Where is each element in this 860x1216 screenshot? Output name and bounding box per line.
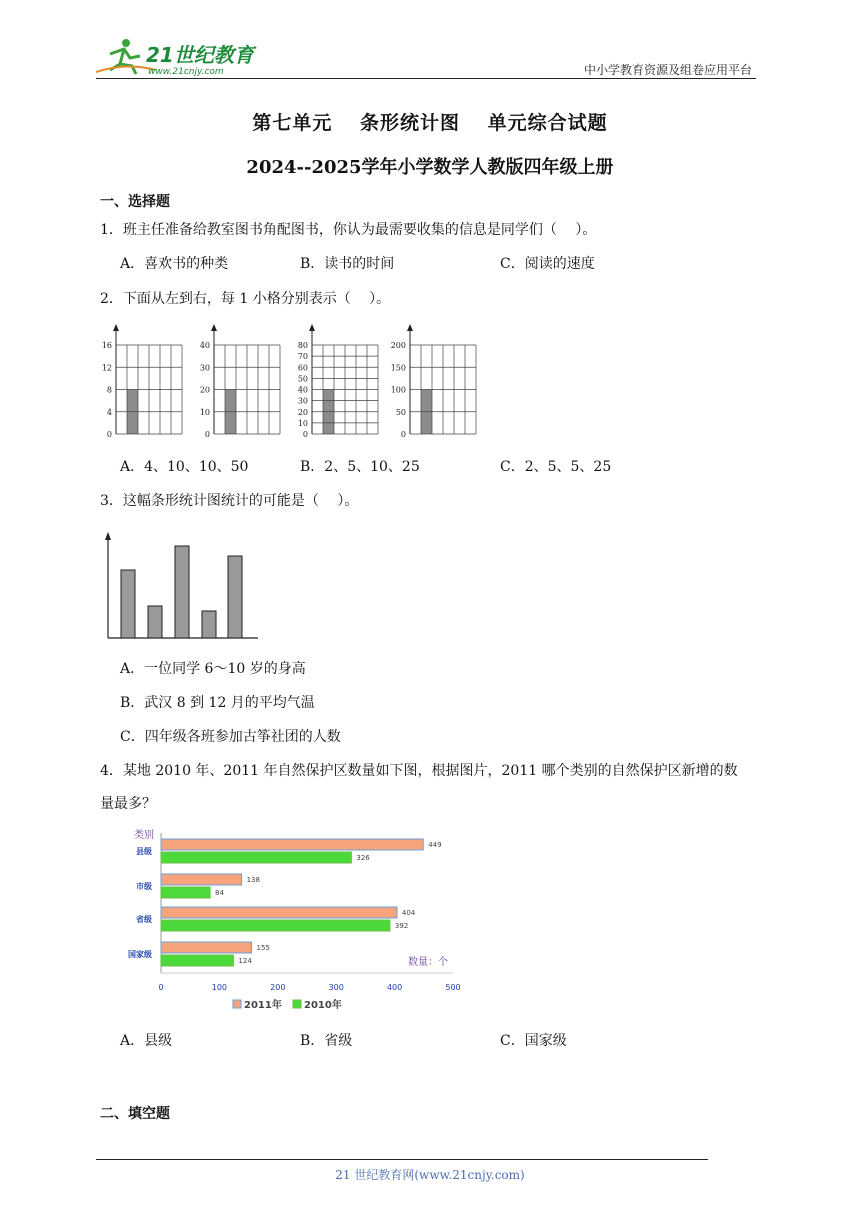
question-1: 1．班主任准备给教室图书角配图书，你认为最需要收集的信息是同学们（ ）。 (100, 222, 597, 238)
legend-swatch (293, 1000, 301, 1008)
data-label: 392 (394, 922, 409, 930)
page-title: 第七单元 条形统计图 单元综合试题 (252, 112, 608, 134)
q2-option-c: C．2、5、5、25 (500, 459, 612, 475)
question-4-line2: 量最多？ (100, 796, 156, 812)
y-axis-arrow (407, 324, 413, 331)
q3-bar-figure (100, 530, 260, 642)
y-axis-arrow (211, 324, 217, 331)
bar-2010 (161, 852, 351, 863)
logo-text: 21世纪教育 (146, 43, 254, 67)
x-tick-label: 500 (445, 983, 461, 992)
q3-option-a: A．一位同学 6～10 岁的身高 (120, 661, 306, 677)
data-label: 124 (238, 957, 252, 965)
tick-label: 20 (297, 407, 308, 417)
logo-url: www.21cnjy.com (148, 67, 224, 77)
tick-label: 200 (390, 341, 406, 350)
data-label: 138 (246, 876, 260, 884)
tick-label: 70 (297, 352, 308, 362)
site-logo (96, 34, 266, 80)
q3-option-b: B．武汉 8 到 12 月的平均气温 (120, 695, 315, 711)
data-label: 326 (356, 854, 370, 862)
category-label: 市级 (136, 882, 152, 891)
question-4-line1: 4．某地 2010 年、2011 年自然保护区数量如下图，根据图片，2011 哪个类别的自然保护区新增的数 (100, 763, 738, 779)
tick-label: 50 (297, 374, 308, 384)
bar-2011 (161, 874, 242, 885)
bar-2010 (161, 887, 210, 898)
bar-2011 (161, 942, 252, 953)
x-tick-label: 200 (270, 983, 286, 992)
category-label: 县级 (136, 847, 152, 856)
header-divider (96, 78, 756, 79)
q4-option-a: A．县级 (120, 1033, 173, 1049)
tick-label: 40 (297, 385, 308, 395)
tick-label: 10 (199, 407, 210, 417)
data-label: 84 (215, 889, 224, 897)
category-label: 国家级 (128, 950, 152, 959)
q3-bar (148, 606, 162, 638)
platform-name: 中小学教育资源及组卷应用平台 (583, 63, 752, 77)
x-tick-label: 100 (211, 983, 228, 992)
q3-option-c: C．四年级各班参加古筝社团的人数 (120, 729, 341, 745)
tick-label: 12 (101, 363, 112, 373)
q1-option-c: C．阅读的速度 (500, 256, 595, 272)
q3-bar (228, 556, 242, 638)
data-label: 404 (401, 909, 416, 917)
x-tick-label: 300 (328, 983, 344, 992)
data-label: 155 (256, 944, 270, 952)
tick-label: 4 (106, 407, 112, 417)
x-axis-label: 数量：个 (408, 957, 448, 968)
bar-2010 (161, 955, 233, 966)
legend-label: 2011年 (244, 1000, 282, 1011)
q2-grid-3 (298, 324, 378, 439)
tick-label: 30 (199, 363, 210, 373)
q4-option-b: B．省级 (300, 1033, 353, 1049)
q2-grid-2 (200, 324, 280, 439)
section-heading-fill: 二、填空题 (100, 1106, 170, 1122)
y-axis-arrow (309, 324, 315, 331)
legend-label: 2010年 (304, 1000, 342, 1011)
q1-option-b: B．读书的时间 (300, 256, 395, 272)
section-heading-choice: 一、选择题 (100, 194, 170, 210)
q1-option-a: A．喜欢书的种类 (120, 256, 229, 272)
tick-label: 8 (106, 385, 112, 395)
tick-label: 50 (395, 407, 406, 417)
category-label: 省级 (136, 915, 152, 924)
bar-2011 (161, 839, 423, 850)
bar-2011 (161, 907, 397, 918)
q2-option-b: B．2、5、10、25 (300, 459, 420, 475)
page-subtitle: 2024--2025学年小学数学人教版四年级上册 (246, 157, 614, 178)
q2-grid-figures (96, 322, 496, 442)
tick-label: 60 (297, 363, 308, 373)
x-tick-label: 400 (386, 983, 403, 992)
tick-label: 20 (199, 385, 210, 395)
footer-divider (96, 1159, 708, 1160)
y-axis-arrow (113, 324, 119, 331)
tick-label: 10 (297, 418, 308, 428)
q2-grid-1 (102, 324, 182, 439)
tick-label: 0 (400, 430, 406, 439)
q4-bar-chart (110, 825, 470, 1015)
legend-swatch (233, 1000, 241, 1008)
q2-grid-4 (391, 324, 476, 439)
q3-bar (175, 546, 189, 638)
question-2: 2．下面从左到右，每 1 小格分别表示（ ）。 (100, 291, 391, 307)
tick-label: 0 (106, 430, 112, 439)
q3-bar (202, 611, 216, 638)
tick-label: 40 (199, 341, 210, 350)
bar-2010 (161, 920, 390, 931)
x-tick-label: 0 (158, 983, 164, 992)
tick-label: 0 (204, 430, 210, 439)
q4-option-c: C．国家级 (500, 1033, 567, 1049)
tick-label: 0 (302, 430, 308, 439)
data-label: 449 (428, 841, 442, 849)
q3-y-arrow (105, 532, 111, 540)
tick-label: 80 (297, 341, 308, 350)
question-3: 3．这幅条形统计图统计的可能是（ ）。 (100, 493, 359, 509)
tick-label: 150 (390, 363, 406, 373)
q3-bar (121, 570, 135, 638)
tick-label: 16 (101, 341, 112, 350)
y-axis-label: 类别 (134, 830, 154, 841)
tick-label: 100 (390, 385, 406, 395)
q2-option-a: A．4、10、10、50 (120, 459, 249, 475)
tick-label: 30 (297, 396, 308, 406)
footer-text: 21 世纪教育网(www.21cnjy.com) (335, 1168, 525, 1182)
